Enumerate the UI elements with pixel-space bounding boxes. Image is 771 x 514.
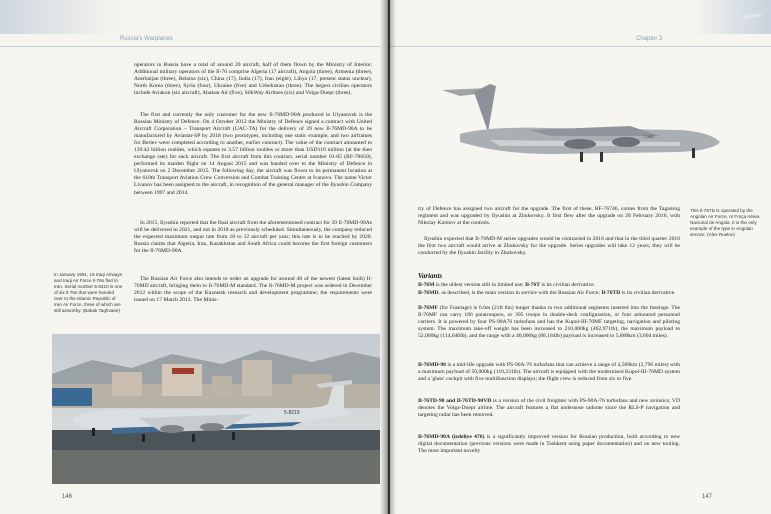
left-photo-caption: In January 1991, 15 Iraqi Airways and Iraqi Air Force Il-76s fled to Iran. Serial number 5-8210 is one of six Il-76s that were handed over to the Islamic Republic of Iran Air Force, three of which are still airworthy. (Babak Taghvaee) <box>54 272 123 313</box>
left-paragraph-4: The Russian Air Force also intends to order an upgrade for around 40 of the newest (latest built) Il-76MD aircraft, bringing them to Il-76MD-M standard. The Il-76MD-M project was ordered in December 2012 within the scope of the Kuznetsk research and development programme; the requirements were issued on 17 March 2013. The Minis- <box>134 276 372 304</box>
book-gutter <box>380 0 396 514</box>
header-rule-right <box>390 46 771 47</box>
angola-il76-photo <box>430 70 730 195</box>
left-paragraph-3: In 2015, Ilyushin reported that the final aircraft from the aforementioned contract for 39 Il-76MD-90As will be delivered in 2021, and not in 2018 as previously scheduled. Simultaneously, the company reduced the expected maximum output rate from 18 to 12 aircraft per year; this rate is to be reached by 2020. Russia claims that Algeria, Iran, Kazakhstan and South Africa could become the first foreign customers for the Il-76MD-90A. <box>134 220 372 255</box>
right-paragraph-2: Ilyushin expected that Il-76MD-M series upgrades would be contracted in 2016 and that in the third quarter 2016 the first two aircraft would arrive at Zhukovsky for the upgrade. Series upgrades will take 12 years; they will be conducted by the Ilyushin facility in Zhukovsky. <box>418 236 680 257</box>
header-rule <box>0 46 380 47</box>
variant-il76md90a: Il-76MD-90A (izdeliye 476) is a significantly improved version for Russian production, built according to new digital documentation (previous versions were made in Tashkent using paper documentation) and on new tooling. The most important novelty <box>418 434 680 455</box>
variant-il76m: Il-76M is the oldest version still in limited use; Il-76T is its civilian derivative. <box>418 282 596 288</box>
left-paragraph-2: The first and currently the only customer for the new Il-76MD-90A produced in Ulyanovsk is the Russian Ministry of Defence. On 4 October 2012 the Ministry of Defence signed a contract with United Aircraft Corporation – Transport Aircraft (UAC-TA) for the delivery of 39 new Il-76MD-90A to be manufactured by Aviastar-SP by 2018 (two prototypes, including one static example, and two airframes for Beriev were completed according to another, earlier contract). The value of the contract amounted to 139.42 billion roubles, which equates to 3.57 billion roubles or more than USD110 million (at the then exchange rate) for each aircraft. The first aircraft from this contract, serial number 01-05 (RF-78650), performed its maiden flight on 14 August 2015 and was handed over to the Ministry of Defence in Ulyanovsk on 2 December 2015. The following day, the aircraft was flown to its permanent location at the 610th Transport Aviation Crew Conversion and Combat Training Centre at Ivanovo. The name Victor Livanov has been assigned to the aircraft, in recognition of the general manager of the Ilyushin Company between 1997 and 2014. <box>134 112 372 196</box>
right-page <box>390 0 771 514</box>
variant-il76td90: Il-76TD-90 and Il-76TD-90VD is a version of the civil freighter with PS-90A-76 turbofans and new avionics; VD denotes the Volga-Dnepr airline. The aircraft features a flat undernose radome since the RLS-P navigation and targeting radar has been removed. <box>418 398 680 419</box>
right-photo-caption: This Il-76TD is operated by the Angolan Air Force, or Força Aérea Nacional de Angola. It is the only example of the type in Angolan service. (Alex Ruelon) <box>690 208 760 237</box>
left-running-head: Russia's Warplanes <box>120 36 173 42</box>
variants-heading: Variants <box>418 272 443 280</box>
left-page-number: 146 <box>62 494 73 500</box>
right-page-number: 147 <box>702 494 713 500</box>
iran-il76-photo <box>52 334 380 484</box>
right-aircraft-serial: T-802 <box>644 134 655 139</box>
left-paragraph-1: operators in Russia have a total of around 20 aircraft, half of them flown by the Ministry of Interior. Additional military operators of the Il-76 comprise Algeria (17 aircraft), Angola (three), Armenia (three), Azerbaijan (three), Belarus (six), China (17), India (17), Iran (eight), Libya (17, present status unclear), North Korea (three), Syria (four), Ukraine (five) and Uzbekistan (three). The largest civilian operators include Aviakon (six aircraft), Abakan Air (five), SilkWay Airlines (six) and Volga-Dnepr (three). <box>134 62 372 97</box>
variant-il76md: Il-76MD, as described, is the main version in service with the Russian Air Force; Il-76TD is its civilian derivative. <box>418 290 676 296</box>
variant-il76mf: Il-76MF (for Fuselage) is 6.6m (21ft 8in) longer thanks to two additional segments inserted into the fuselage. The Il-76MF can carry 186 paratroopers, or 305 troops in double-deck configuration, or four armoured personnel carriers. It is powered by four PS-90A76 turbofans and has the Kupol-III-76MF targeting, navigation and piloting system. The maximum take-off weight has been increased to 210,000kg (462,971lb), the maximum payload to 52,000kg (114,640lb), and the range with a 40,000kg (88,184lb) payload is increased to 5,800km (3,604 miles). <box>418 305 680 340</box>
left-aircraft-serial: 5-8210 <box>284 410 300 416</box>
right-running-head: Chapter 3 <box>636 36 663 42</box>
header-sky-image <box>0 0 120 34</box>
header-sky-image-right <box>690 0 771 34</box>
right-paragraph-1: try of Defence has assigned two aircraft for the upgrade. The first of these, RF-76746, comes from the Taganrog regiment and was upgraded by Ilyushin at Zhukovsky. It first flew after the upgrade on 28 February 2016, with Nikolay Kuimov at the controls. <box>418 206 680 227</box>
variant-il76md90: Il-76MD-90 is a mid-life upgrade with PS-90A-76 turbofans that can achieve a range of 4,500km (2,796 miles) with a maximum payload of 50,000kg (110,231lb). The aircraft is equipped with the modernised Kupol-III-76MD system and a 'glass' cockpit with five multifunction displays; the flight crew is reduced from six to five. <box>418 362 680 383</box>
